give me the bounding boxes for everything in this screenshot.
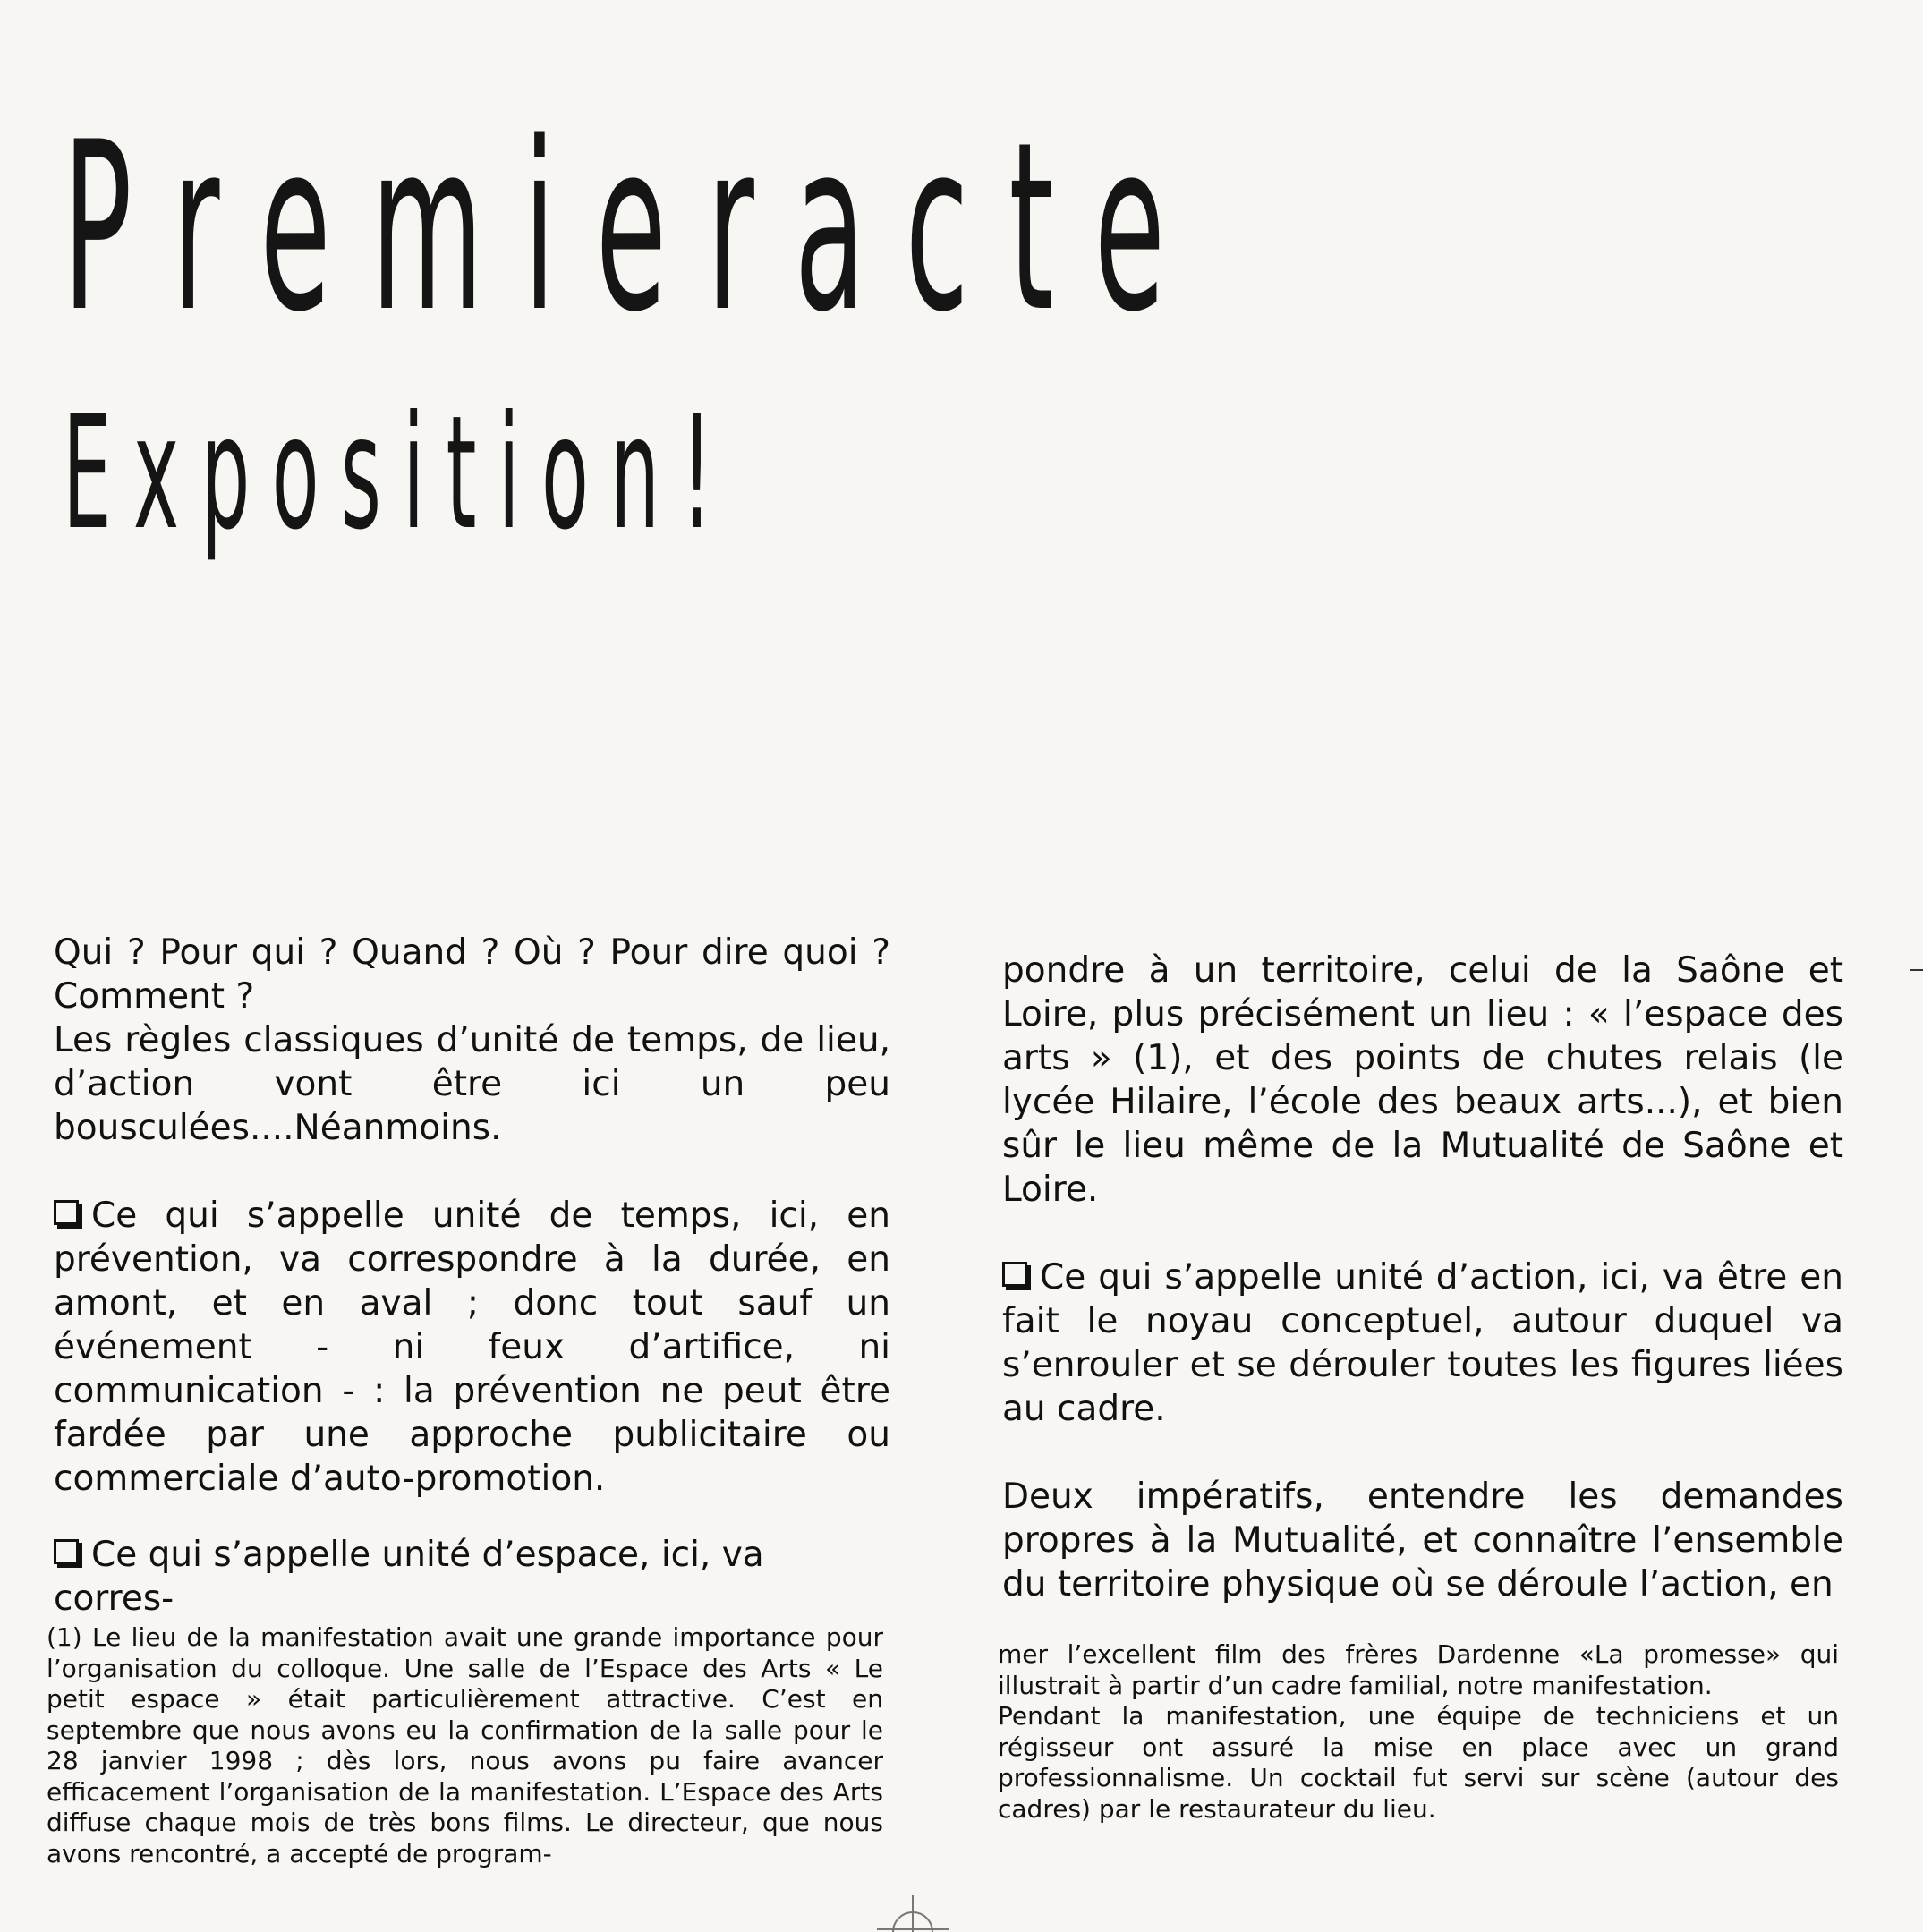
title-line-1 (63, 93, 1165, 363)
title-letter: i (498, 383, 520, 565)
title-letter: c (905, 93, 969, 363)
unity-of-action-paragraph: Ce qui s’appelle unité d’action, ici, va être en fait le noyau conceptuel, autour duquel va s’enrouler et se dérouler toutes les figures liées au cadre. (1002, 1257, 1843, 1429)
title-letter: t (446, 383, 477, 565)
footnote-continuation (998, 1639, 1839, 1825)
left-column (54, 931, 890, 1621)
right-column (1002, 949, 1843, 1606)
registration-mark-icon (877, 1895, 949, 1932)
title-letter: e (1093, 93, 1165, 363)
crop-mark (1910, 969, 1923, 971)
checkbox-bullet-icon (1002, 1262, 1027, 1287)
title-letter: t (1008, 93, 1054, 363)
title-letter: o (271, 383, 319, 565)
footnote-1: (1) Le lieu de la manifestation avait une grande importance pour l’organisation du colloque. Une salle de l’Espace des Arts « Le petit espace » était particulièrement attractive. C’est en septembre que nous avons eu la confirmation de la salle pour le 28 janvier 1998 ; dès lors, nous avons pu faire avancer efficacement l’organisation de la manifestation. L’Espace des Arts diffuse chaque mois de très bons films. Le directeur, que nous avons rencontré, a accepté de program- (47, 1622, 883, 1868)
unity-of-space-paragraph: Ce qui s’appelle unité d’espace, ici, va corres- (54, 1535, 764, 1619)
title-letter: ! (681, 383, 712, 565)
title-letter: r (172, 93, 220, 363)
title-letter: o (540, 383, 589, 565)
title-letter: p (200, 383, 251, 565)
title-letter: e (595, 93, 667, 363)
title-letter: x (132, 383, 180, 565)
two-imperatives-paragraph: Deux impératifs, entendre les demandes propres à la Mutualité, et connaître l’ensemble du territoire physique où se déroule l’action, en (1002, 1477, 1843, 1604)
intro-rules: Les règles classiques d’unité de temps, de lieu, d’action vont être ici un peu bousculées....Néanmoins. (54, 1020, 890, 1148)
title-letter: a (794, 93, 865, 363)
checkbox-bullet-icon (54, 1200, 79, 1225)
title-letter: P (63, 93, 132, 363)
unity-of-time-paragraph: Ce qui s’appelle unité de temps, ici, en prévention, va correspondre à la durée, en amont, et en aval ; donc tout sauf un événement - ni feux d’artifice, ni communication - : la prévention ne peut être fardée par une approche publicitaire ou commerciale d’auto-promotion. (54, 1196, 890, 1499)
title-letter: n (610, 383, 660, 565)
title-letter: r (706, 93, 754, 363)
territory-paragraph: pondre à un territoire, celui de la Saône et Loire, plus précisément un lieu : « l’espace des arts » (1), et des points de chutes relais (le lycée Hilaire, l’école des beaux arts...), et bien sûr le lieu même de la Mutualité de Saône et Loire. (1002, 950, 1843, 1210)
checkbox-bullet-icon (54, 1539, 79, 1564)
footnote-film-paragraph: mer l’excellent film des frères Dardenne «La promesse» qui illustrait à partir d’un cadre familial, notre manifestation. (998, 1639, 1839, 1700)
footnote-event-paragraph: Pendant la manifestation, une équipe de techniciens et un régisseur ont assuré la mise en place avec un grand professionnalisme. Un cocktail fut servi sur scène (autour des cadres) par le restaurateur du lieu. (998, 1701, 1839, 1824)
intro-questions: Qui ? Pour qui ? Quand ? Où ? Pour dire quoi ? Comment ? (54, 932, 890, 1017)
title-letter: e (260, 93, 331, 363)
title-letter: E (63, 383, 112, 565)
title-line-2 (63, 383, 712, 565)
title-letter: i (403, 383, 425, 565)
title-letter: s (340, 383, 381, 565)
title-letter: i (523, 93, 556, 363)
title-letter: m (370, 93, 483, 363)
